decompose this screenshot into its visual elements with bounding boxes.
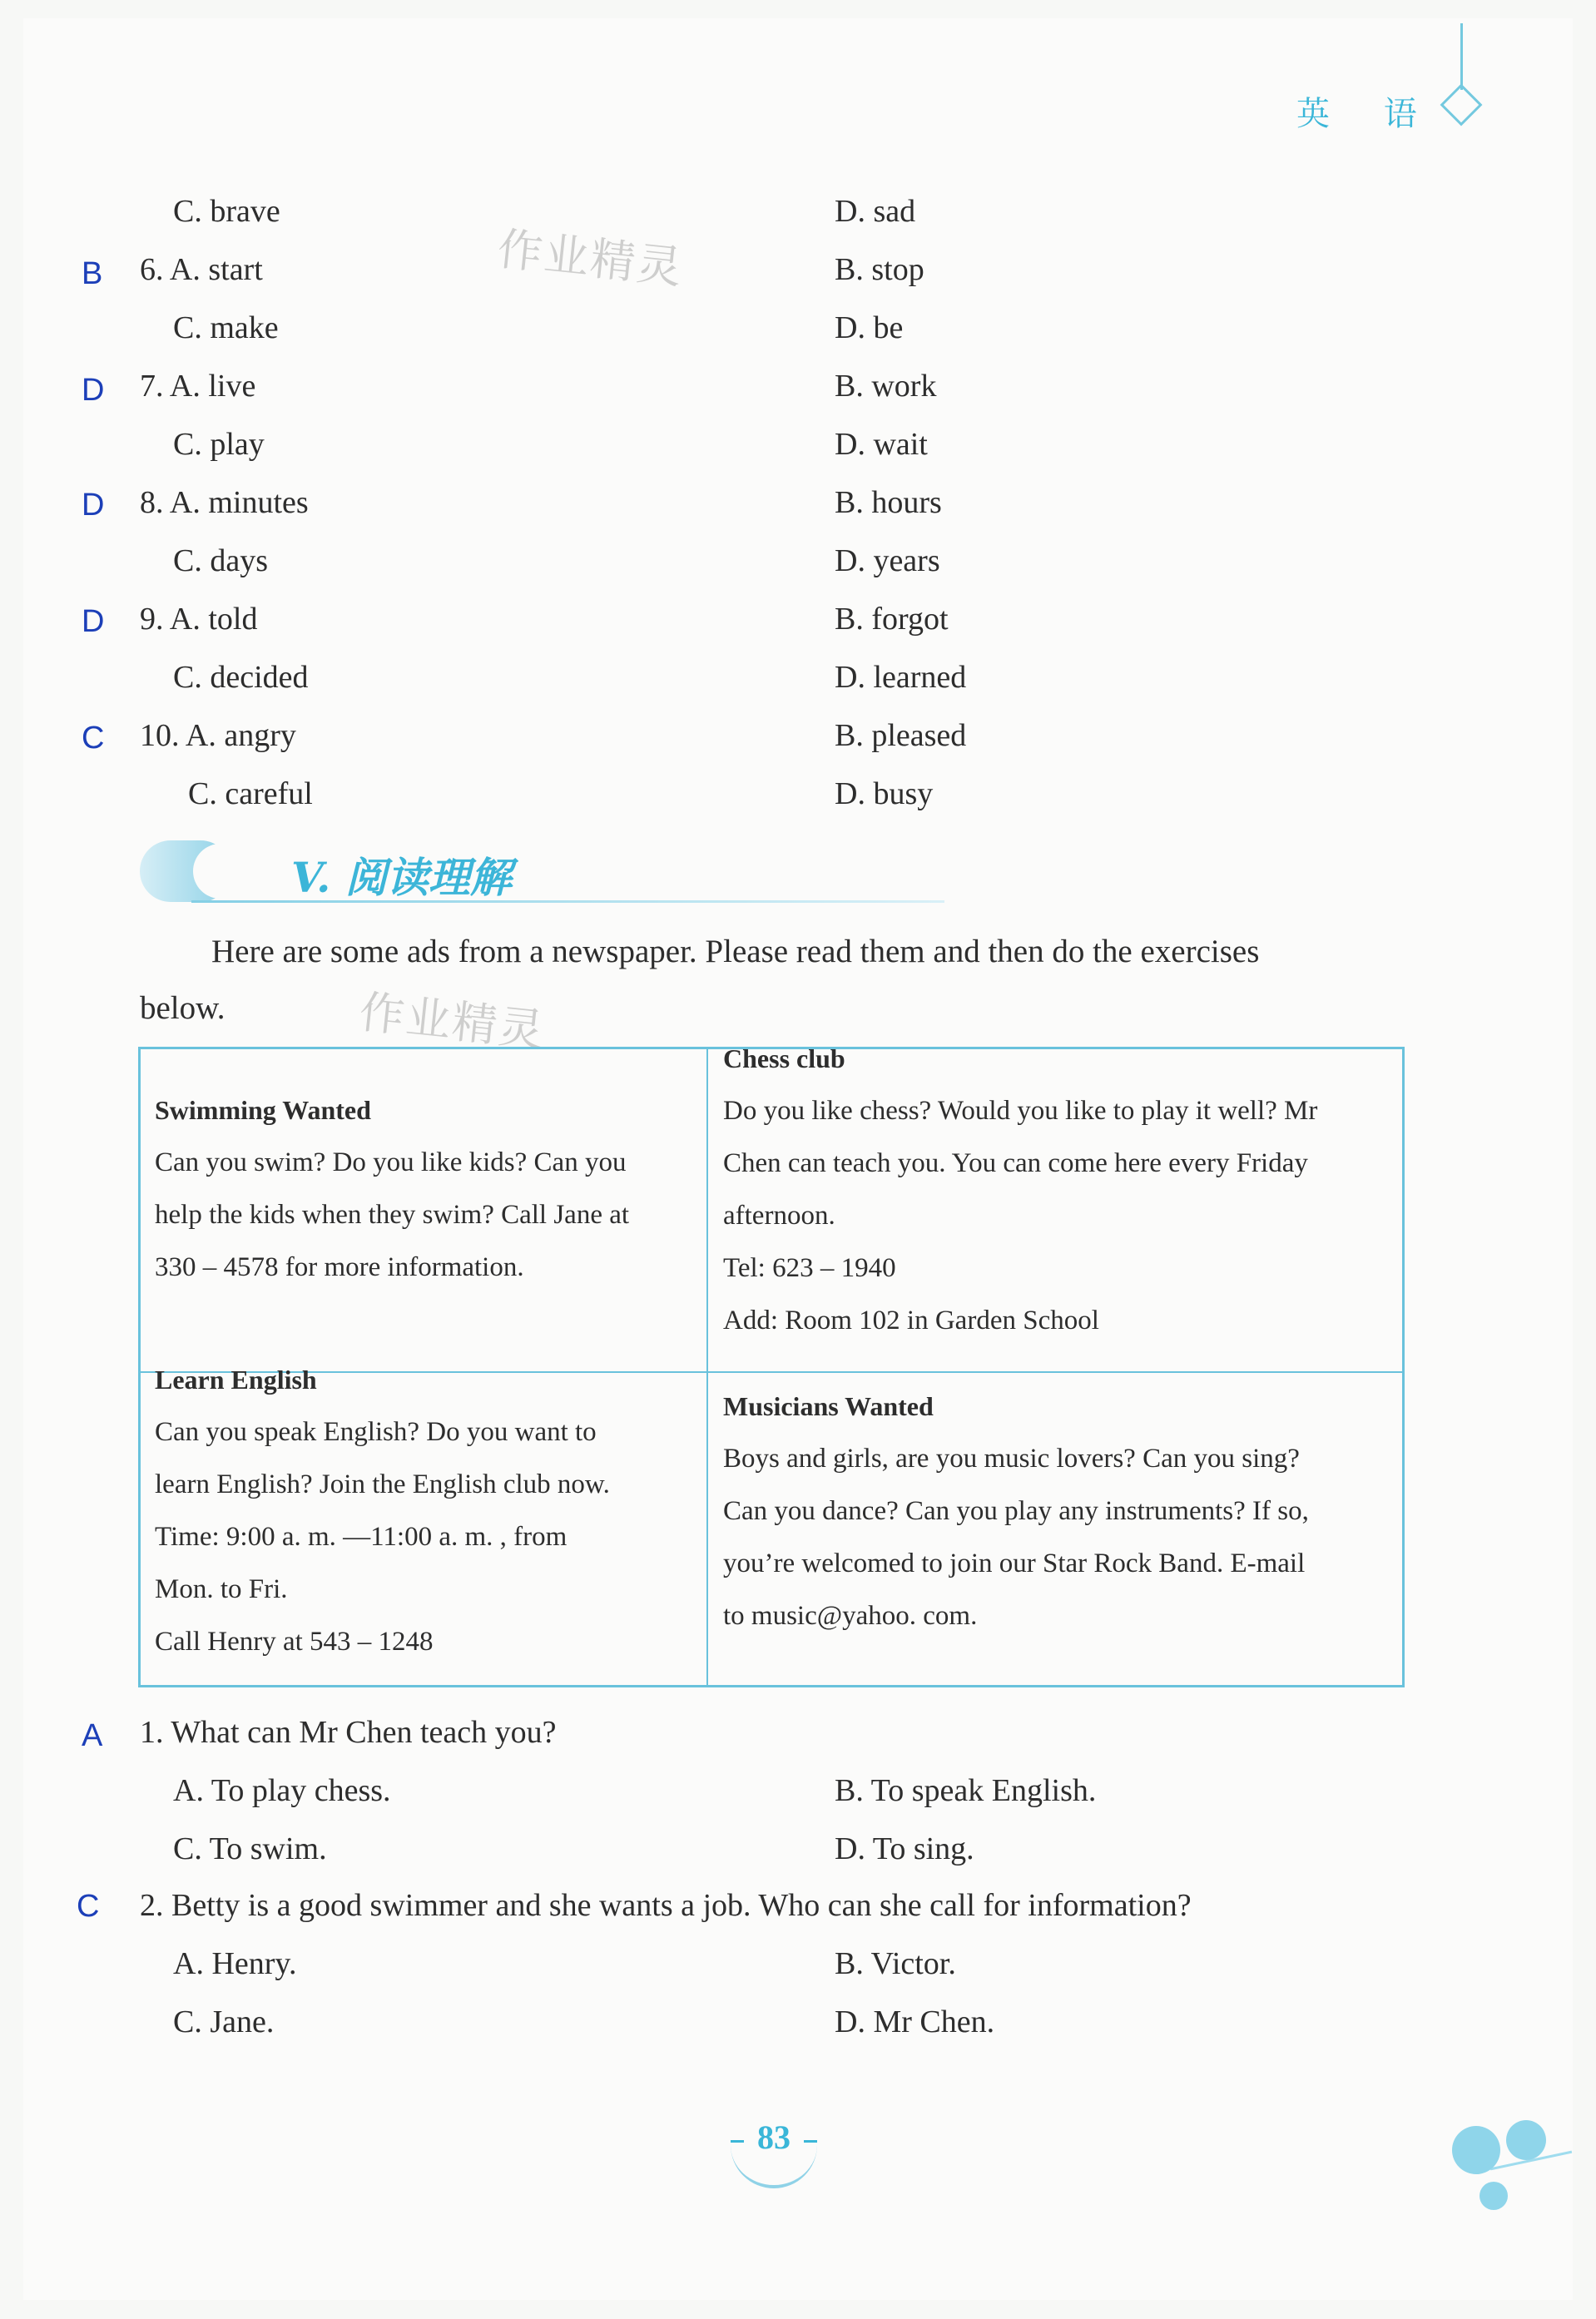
option-text: C. play <box>173 427 265 462</box>
answer-mark: A <box>82 1718 103 1753</box>
option-text: C. brave <box>173 194 280 229</box>
option-text: C. decided <box>173 660 309 695</box>
answer-mark: D <box>82 604 105 639</box>
ad-line: Tel: 623 – 1940 <box>723 1253 896 1283</box>
option-text: B. hours <box>835 485 942 520</box>
table-divider <box>706 1049 708 1685</box>
option-text: D. learned <box>835 660 967 695</box>
option-text: B. Victor. <box>835 1946 956 1981</box>
answer-mark: B <box>82 256 103 291</box>
instructions-line: below. <box>140 990 226 1026</box>
ad-title: Swimming Wanted <box>155 1095 371 1125</box>
ad-line: Can you swim? Do you like kids? Can you <box>155 1147 627 1177</box>
page-number: 83 <box>757 2118 791 2156</box>
answer-mark: C <box>77 1889 100 1924</box>
decor-dot <box>1452 2126 1500 2174</box>
ad-chess <box>723 1033 1317 1347</box>
instructions-line: Here are some ads from a newspaper. Please read them and then do the exercises <box>211 934 1260 969</box>
ad-line: Chen can teach you. You can come here every Friday <box>723 1148 1308 1178</box>
option-text: 9. A. told <box>140 602 258 637</box>
question-stem: 1. What can Mr Chen teach you? <box>140 1715 557 1750</box>
ad-line: Time: 9:00 a. m. —11:00 a. m. , from <box>155 1522 568 1552</box>
ad-line: learn English? Join the English club now. <box>155 1469 610 1499</box>
option-text: D. sad <box>835 194 916 229</box>
option-text: C. days <box>173 543 268 578</box>
ad-english <box>155 1354 610 1668</box>
option-text: C. To swim. <box>173 1831 327 1866</box>
ad-line: Call Henry at 543 – 1248 <box>155 1627 434 1657</box>
subject-label: 英 语 <box>1296 95 1439 133</box>
option-text: D. busy <box>835 776 934 811</box>
ad-line: Boys and girls, are you music lovers? Can you sing? <box>723 1444 1300 1474</box>
ad-title: Musicians Wanted <box>723 1391 934 1421</box>
answer-mark: D <box>82 488 105 523</box>
option-text: B. stop <box>835 252 924 287</box>
answer-mark: D <box>82 373 105 408</box>
option-text: B. pleased <box>835 718 967 753</box>
ad-line: Mon. to Fri. <box>155 1574 288 1604</box>
header-rule <box>1460 23 1463 90</box>
option-text: D. Mr Chen. <box>835 2004 995 2039</box>
ad-musicians <box>723 1380 1309 1643</box>
option-text: B. work <box>835 369 937 404</box>
ad-line: Do you like chess? Would you like to play it well? Mr <box>723 1096 1318 1126</box>
ads-table <box>138 1043 1405 1687</box>
ad-line: 330 – 4578 for more information. <box>155 1252 524 1282</box>
decor-dot <box>1480 2182 1508 2210</box>
question-stem: 2. Betty is a good swimmer and she wants a job. Who can she call for information? <box>140 1888 1192 1923</box>
option-text: B. forgot <box>835 602 949 637</box>
ad-title: Learn English <box>155 1365 317 1395</box>
option-text: 8. A. minutes <box>140 485 309 520</box>
ad-title: Chess club <box>723 1043 845 1073</box>
decor-dot <box>1506 2120 1546 2160</box>
option-text: A. Henry. <box>173 1946 297 1981</box>
ad-line: afternoon. <box>723 1201 835 1231</box>
ad-line: to music@yahoo. com. <box>723 1601 978 1631</box>
option-text: D. years <box>835 543 940 578</box>
option-text: 10. A. angry <box>140 718 296 753</box>
option-text: 7. A. live <box>140 369 256 404</box>
answer-mark: C <box>82 721 105 756</box>
option-text: D. To sing. <box>835 1831 974 1866</box>
option-text: D. wait <box>835 427 928 462</box>
option-text: C. Jane. <box>173 2004 275 2039</box>
ad-line: Add: Room 102 in Garden School <box>723 1306 1099 1335</box>
watermark: 作业精灵 <box>356 985 548 1058</box>
option-text: B. To speak English. <box>835 1773 1097 1808</box>
section-title: V. 阅读理解 <box>291 853 512 902</box>
option-text: 6. A. start <box>140 252 263 287</box>
option-text: C. careful <box>188 776 313 811</box>
watermark: 作业精灵 <box>494 222 686 295</box>
ad-line: Can you dance? Can you play any instruments? If so, <box>723 1496 1309 1526</box>
ad-line: help the kids when they swim? Call Jane at <box>155 1200 630 1230</box>
ad-swimming <box>155 1084 629 1294</box>
section-decoration <box>193 844 263 899</box>
option-text: A. To play chess. <box>173 1773 391 1808</box>
ad-line: you’re welcomed to join our Star Rock Band. E-mail <box>723 1548 1306 1578</box>
option-text: D. be <box>835 310 904 345</box>
ad-line: Can you speak English? Do you want to <box>155 1417 597 1447</box>
option-text: C. make <box>173 310 279 345</box>
